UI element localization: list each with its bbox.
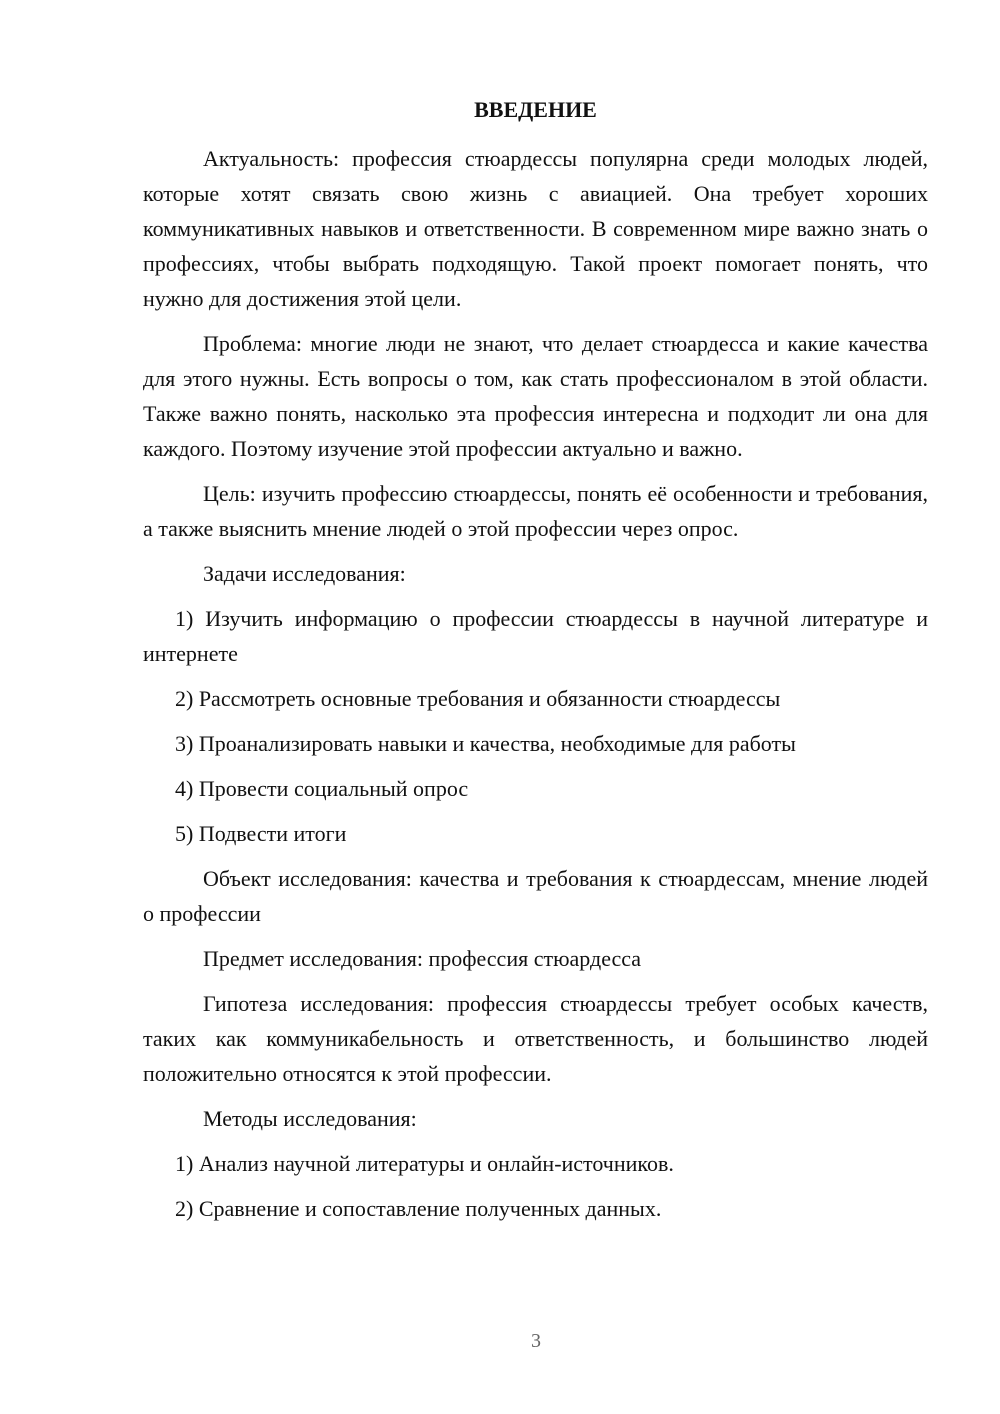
method-item-2: 2) Сравнение и сопоставление полученных данных.: [175, 1196, 662, 1221]
object-paragraph: Объект исследования: качества и требования к стюардессам, мнение людей о профессии: [143, 866, 928, 926]
goal-paragraph: Цель: изучить профессию стюардессы, понять её особенности и требования, а также выяснить мнение людей о этой профессии через опрос.: [143, 481, 928, 541]
task-item-5: 5) Подвести итоги: [175, 821, 347, 846]
methods-heading: Методы исследования:: [203, 1106, 417, 1131]
hypothesis-paragraph: Гипотеза исследования: профессия стюардессы требует особых качеств, таких как коммуникабельность и ответственность, и большинство людей положительно относятся к этой профессии.: [143, 991, 928, 1086]
page-title: ВВЕДЕНИЕ: [474, 97, 597, 122]
page-number: 3: [531, 1330, 541, 1352]
task-item-4: 4) Провести социальный опрос: [175, 776, 469, 801]
method-item-1: 1) Анализ научной литературы и онлайн-источников.: [175, 1151, 674, 1176]
problem-paragraph: Проблема: многие люди не знают, что делает стюардесса и какие качества для этого нужны. Есть вопросы о том, как стать профессионалом в этой области. Также важно понять, насколько эта профессия интересна и подходит ли она для каждого. Поэтому изучение этой профессии актуально и важно.: [143, 331, 928, 461]
task-item-1: 1) Изучить информацию о профессии стюардессы в научной литературе и интернете: [143, 606, 928, 666]
task-item-3: 3) Проанализировать навыки и качества, необходимые для работы: [175, 731, 796, 756]
relevance-paragraph: Актуальность: профессия стюардессы популярна среди молодых людей, которые хотят связать свою жизнь с авиацией. Она требует хороших коммуникативных навыков и ответственности. В современном мире важно знать о профессиях, чтобы выбрать подходящую. Такой проект помогает понять, что нужно для достижения этой цели.: [143, 146, 928, 311]
document-page: [143, 92, 928, 1236]
subject-paragraph: Предмет исследования: профессия стюардесса: [203, 946, 642, 971]
tasks-heading: Задачи исследования:: [203, 561, 406, 586]
task-item-2: 2) Рассмотреть основные требования и обязанности стюардессы: [175, 686, 781, 711]
